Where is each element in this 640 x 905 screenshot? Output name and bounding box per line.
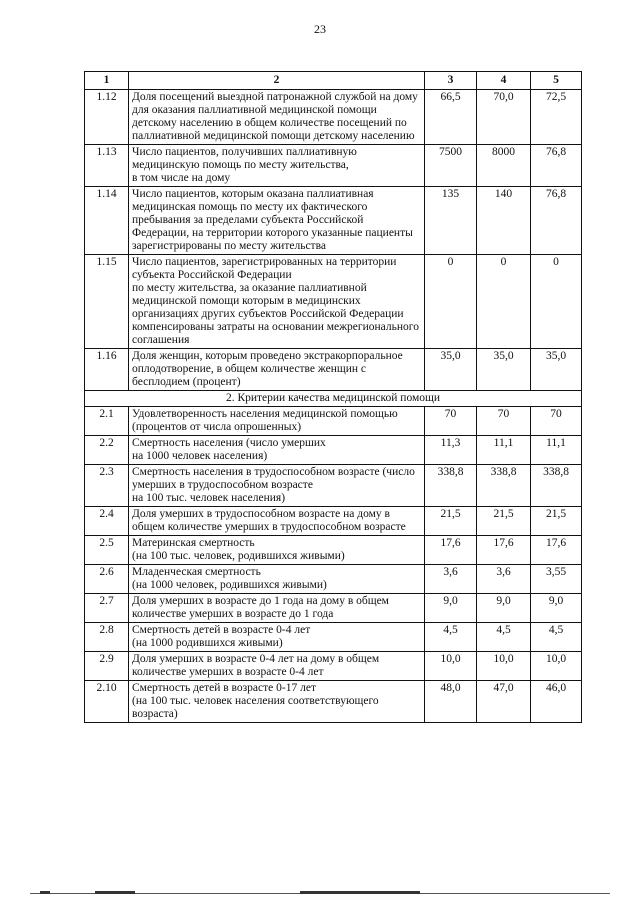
row-number: 2.8 [85, 623, 129, 652]
scan-artifact-mark [40, 891, 50, 894]
value-col-3: 11,3 [425, 436, 477, 465]
row-description: Число пациентов, получивших паллиативную медицинскую помощь по месту жительства, в том числе на дому [129, 145, 425, 187]
row-number: 2.4 [85, 507, 129, 536]
value-col-5: 70 [531, 407, 582, 436]
table-row [85, 565, 582, 594]
value-col-5: 76,8 [531, 187, 582, 255]
table-row [85, 507, 582, 536]
value-col-4: 10,0 [477, 652, 531, 681]
header-col-1: 1 [85, 72, 129, 90]
header-col-4: 4 [477, 72, 531, 90]
row-number: 2.2 [85, 436, 129, 465]
table-row [85, 436, 582, 465]
value-col-3: 48,0 [425, 681, 477, 723]
value-col-4: 9,0 [477, 594, 531, 623]
row-number: 1.16 [85, 349, 129, 391]
row-description: Доля умерших в возрасте 0-4 лет на дому в общем количестве умерших в возрасте 0-4 лет [129, 652, 425, 681]
value-col-5: 0 [531, 255, 582, 349]
value-col-3: 0 [425, 255, 477, 349]
value-col-5: 11,1 [531, 436, 582, 465]
row-number: 1.13 [85, 145, 129, 187]
value-col-5: 10,0 [531, 652, 582, 681]
table-row [85, 594, 582, 623]
row-number: 2.3 [85, 465, 129, 507]
table-row [85, 187, 582, 255]
row-description: Смертность населения в трудоспособном возрасте (число умерших в трудоспособном возрасте на 100 тыс. человек населения) [129, 465, 425, 507]
value-col-4: 47,0 [477, 681, 531, 723]
value-col-4: 11,1 [477, 436, 531, 465]
row-description: Доля женщин, которым проведено экстракорпоральное оплодотворение, в общем количестве женщин с бесплодием (процент) [129, 349, 425, 391]
value-col-5: 46,0 [531, 681, 582, 723]
header-col-3: 3 [425, 72, 477, 90]
value-col-4: 8000 [477, 145, 531, 187]
table-row [85, 255, 582, 349]
value-col-4: 70 [477, 407, 531, 436]
value-col-3: 9,0 [425, 594, 477, 623]
value-col-4: 21,5 [477, 507, 531, 536]
table-row [85, 681, 582, 723]
value-col-3: 7500 [425, 145, 477, 187]
row-number: 2.7 [85, 594, 129, 623]
indicators-table [84, 71, 582, 723]
value-col-4: 4,5 [477, 623, 531, 652]
row-description: Доля умерших в трудоспособном возрасте на дому в общем количестве умерших в трудоспособном возрасте [129, 507, 425, 536]
table-row [85, 465, 582, 507]
value-col-3: 338,8 [425, 465, 477, 507]
value-col-3: 21,5 [425, 507, 477, 536]
row-description: Смертность детей в возрасте 0-4 лет (на 1000 родившихся живыми) [129, 623, 425, 652]
value-col-3: 66,5 [425, 90, 477, 145]
row-description: Удовлетворенность населения медицинской помощью (процентов от числа опрошенных) [129, 407, 425, 436]
value-col-4: 17,6 [477, 536, 531, 565]
value-col-5: 338,8 [531, 465, 582, 507]
value-col-3: 135 [425, 187, 477, 255]
value-col-3: 35,0 [425, 349, 477, 391]
row-description: Младенческая смертность (на 1000 человек, родившихся живыми) [129, 565, 425, 594]
header-row [85, 72, 582, 90]
value-col-5: 21,5 [531, 507, 582, 536]
value-col-5: 17,6 [531, 536, 582, 565]
row-number: 2.6 [85, 565, 129, 594]
table-row [85, 90, 582, 145]
row-number: 2.9 [85, 652, 129, 681]
table-row [85, 349, 582, 391]
table-row [85, 407, 582, 436]
value-col-3: 4,5 [425, 623, 477, 652]
row-description: Доля умерших в возрасте до 1 года на дому в общем количестве умерших в возрасте до 1 года [129, 594, 425, 623]
row-description: Смертность населения (число умерших на 1000 человек населения) [129, 436, 425, 465]
row-description: Число пациентов, которым оказана паллиативная медицинская помощь по месту их фактического пребывания за пределами субъекта Российской Федерации, на территории которого указанные пациенты зарегистрированы по месту жительства [129, 187, 425, 255]
section-row [85, 391, 582, 407]
section-title: 2. Критерии качества медицинской помощи [85, 391, 582, 407]
value-col-5: 35,0 [531, 349, 582, 391]
value-col-3: 3,6 [425, 565, 477, 594]
row-number: 2.1 [85, 407, 129, 436]
row-number: 1.14 [85, 187, 129, 255]
row-description: Число пациентов, зарегистрированных на территории субъекта Российской Федерации по месту жительства, за оказание паллиативной медицинской помощи которым в медицинских организациях других субъектов Российской Федерации компенсированы затраты на основании межрегионального соглашения [129, 255, 425, 349]
table-row [85, 536, 582, 565]
row-number: 1.12 [85, 90, 129, 145]
header-col-2: 2 [129, 72, 425, 90]
value-col-4: 35,0 [477, 349, 531, 391]
table-header [85, 72, 582, 90]
table-row [85, 145, 582, 187]
value-col-5: 76,8 [531, 145, 582, 187]
scan-artifact-mark [95, 891, 135, 894]
value-col-4: 0 [477, 255, 531, 349]
value-col-3: 10,0 [425, 652, 477, 681]
value-col-5: 4,5 [531, 623, 582, 652]
row-description: Материнская смертность (на 100 тыс. человек, родившихся живыми) [129, 536, 425, 565]
header-col-5: 5 [531, 72, 582, 90]
value-col-4: 338,8 [477, 465, 531, 507]
value-col-4: 3,6 [477, 565, 531, 594]
row-number: 1.15 [85, 255, 129, 349]
value-col-5: 9,0 [531, 594, 582, 623]
value-col-5: 72,5 [531, 90, 582, 145]
value-col-3: 17,6 [425, 536, 477, 565]
page-number: 23 [314, 22, 326, 36]
row-description: Смертность детей в возрасте 0-17 лет (на 100 тыс. человек населения соответствующего возраста) [129, 681, 425, 723]
value-col-4: 140 [477, 187, 531, 255]
table-body [85, 90, 582, 723]
row-description: Доля посещений выездной патронажной службой на дому для оказания паллиативной медицинской помощи детскому населению в общем количестве посещений по паллиативной медицинской помощи детскому населению [129, 90, 425, 145]
value-col-5: 3,55 [531, 565, 582, 594]
value-col-4: 70,0 [477, 90, 531, 145]
value-col-3: 70 [425, 407, 477, 436]
row-number: 2.10 [85, 681, 129, 723]
scan-artifact-mark [300, 891, 420, 894]
table-row [85, 623, 582, 652]
table-row [85, 652, 582, 681]
row-number: 2.5 [85, 536, 129, 565]
